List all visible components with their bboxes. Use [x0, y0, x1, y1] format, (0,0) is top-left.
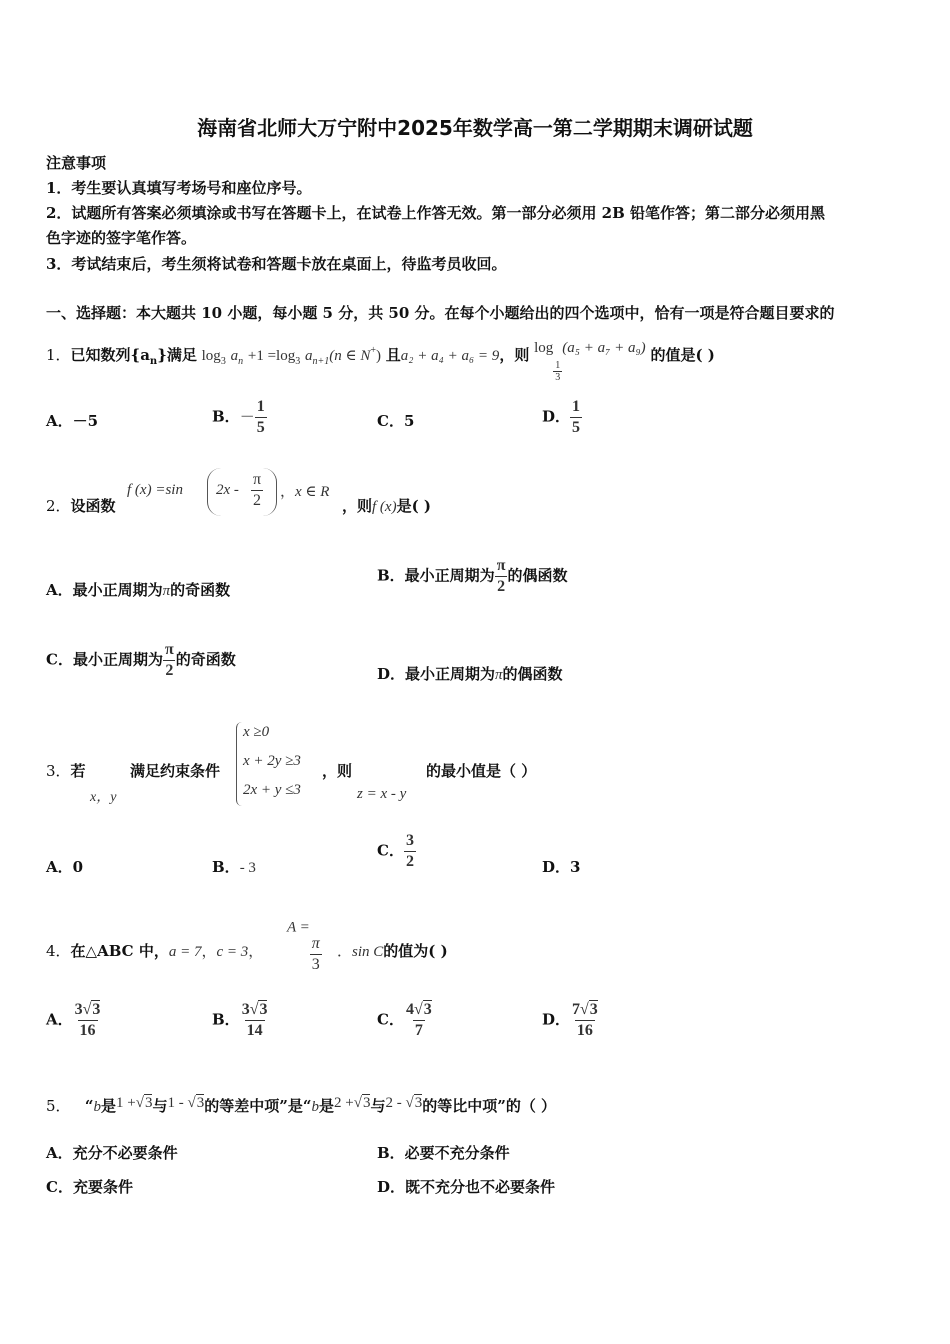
question-3: 3．若 [46, 762, 86, 780]
q5-option-d[interactable]: D．既不充分也不必要条件 [377, 1178, 556, 1196]
q4-option-c[interactable]: C． $\frac{4√3}{7}$ [377, 1001, 432, 1039]
q1-option-b[interactable]: B．－ $\frac{1}{5}$ [212, 398, 265, 436]
q2-pi-frac: $\frac{\pi}{2}$ [253, 471, 262, 509]
q1-qie: 且 [385, 346, 401, 364]
q2-text: 设函数 [70, 497, 116, 515]
question-number: 1． [46, 346, 71, 364]
section-heading: 一、选择题：本大题共 10 小题，每小题 5 分，共 50 分。在每个小题给出的四个选项中，恰有一项是符合题目要求的 [46, 304, 835, 322]
question-2 [46, 495, 116, 516]
q3-option-c[interactable]: C． $\frac{3}{2}$ [377, 832, 414, 870]
q1-an-sub: n [238, 356, 244, 367]
q1-base: 3 [220, 356, 226, 367]
q1-base-2: 3 [295, 356, 301, 367]
page-title: 海南省北师大万宁附中2025年数学高一第二学期期末调研试题 [197, 116, 753, 140]
q3-constraint-3: 2x + y ≤3 [243, 782, 301, 798]
q1-log13: log [534, 340, 554, 356]
q3-option-b[interactable]: B．- 3 [212, 858, 256, 876]
q1-an1-sub: n+1 [312, 356, 330, 367]
q2-domain: ，x ∈ R [280, 484, 330, 500]
notice-item-2: 2．试题所有答案必须填涂或书写在答题卡上，在试卷上作答无效。第一部分必须用 2B 铅笔作答；第二部分必须用黑 [46, 204, 826, 222]
q1-text-b: }满足 [157, 346, 197, 364]
q3-constraint-2: x + 2y ≥3 [243, 753, 301, 769]
q2-option-d[interactable]: D．最小正周期为π的偶函数 [377, 665, 563, 683]
q4-option-d[interactable]: D． $\frac{7√3}{16}$ [542, 1001, 598, 1039]
q5-option-c[interactable]: C．充要条件 [46, 1178, 133, 1196]
notice-item-2-cont: 色字迹的签字笔作答。 [46, 229, 197, 247]
q1-sum2: (a₅ + a₇ + a₉) [562, 340, 646, 356]
q3-option-d[interactable]: D．3 [542, 858, 581, 876]
q1-nin: (n ∈ N [329, 348, 371, 364]
notice-item-1: 1．考生要认真填写考场号和座位序号。 [46, 179, 312, 197]
q1-an1: a [305, 348, 313, 364]
q2-option-b[interactable]: B．最小正周期为 $\frac{\pi}{2}$ 的偶函数 [377, 557, 568, 595]
q1-close: ) [376, 348, 381, 364]
q1-log: log [201, 348, 221, 364]
q3-cond-text: 满足约束条件 [130, 762, 221, 780]
question-4: 4．在△ABC 中，a = 7，c = 3， [46, 942, 264, 960]
q1-tail: 的值是( ) [650, 346, 715, 364]
q2-tail: ，则f (x)是( ) [342, 497, 432, 515]
notice-item-3: 3．考试结束后，考生须将试卷和答题卡放在桌面上，待监考员收回。 [46, 255, 507, 273]
q1-option-d[interactable]: D． $\frac{1}{5}$ [542, 398, 581, 436]
q5-option-b[interactable]: B．必要不充分条件 [377, 1144, 510, 1162]
q3-ze: ，则 [322, 762, 353, 780]
question-1 [46, 340, 715, 383]
q1-base-frac: $\frac{1}{3}$ [555, 360, 561, 383]
q1-an: a [230, 348, 239, 364]
q3-brace [236, 722, 243, 806]
question-5: 5． “b是1 +√3与1 - √3的等差中项”是“b是2 +√3与2 - √3的等比中项”的（ ） [46, 1095, 557, 1115]
q2-inner: 2x - [216, 482, 239, 498]
notice-heading: 注意事项 [46, 154, 107, 172]
q2-function [127, 480, 183, 499]
q2-option-c[interactable]: C．最小正周期为 $\frac{\pi}{2}$ 的奇函数 [46, 641, 236, 679]
q1-text: 已知数列{a [70, 346, 150, 364]
q3-objective: z = x - y [357, 786, 407, 802]
q3-xy: x，y [90, 790, 117, 805]
q1-option-a[interactable]: A．－5 [46, 412, 99, 430]
q1-sub-n: n [149, 356, 158, 367]
q5-option-a[interactable]: A．充分不必要条件 [46, 1144, 178, 1162]
q3-constraint-1: x ≥0 [243, 724, 270, 740]
question-number: 2． [46, 497, 71, 515]
q1-sum: a₂ + a₄ + a₆ = 9 [400, 348, 500, 364]
q4-tail: ．sin C的值为( ) [337, 942, 448, 960]
q2-fx: f (x) =sin [127, 482, 183, 498]
q1-ze: ，则 [499, 346, 530, 364]
q4-option-a[interactable]: A． $\frac{3√3}{16}$ [46, 1001, 101, 1039]
q3-option-a[interactable]: A．0 [46, 858, 84, 876]
q1-sup: + [370, 345, 376, 356]
q1-option-c[interactable]: C．5 [377, 412, 415, 430]
q3-tail: 的最小值是（ ） [426, 762, 537, 780]
q1-plus1: +1 =log [247, 348, 296, 364]
q2-option-a[interactable]: A．最小正周期为π的奇函数 [46, 581, 231, 599]
q4-option-b[interactable]: B． $\frac{3√3}{14}$ [212, 1001, 268, 1039]
q4-angle: A = $\frac{\pi}{3}$ [287, 919, 320, 973]
